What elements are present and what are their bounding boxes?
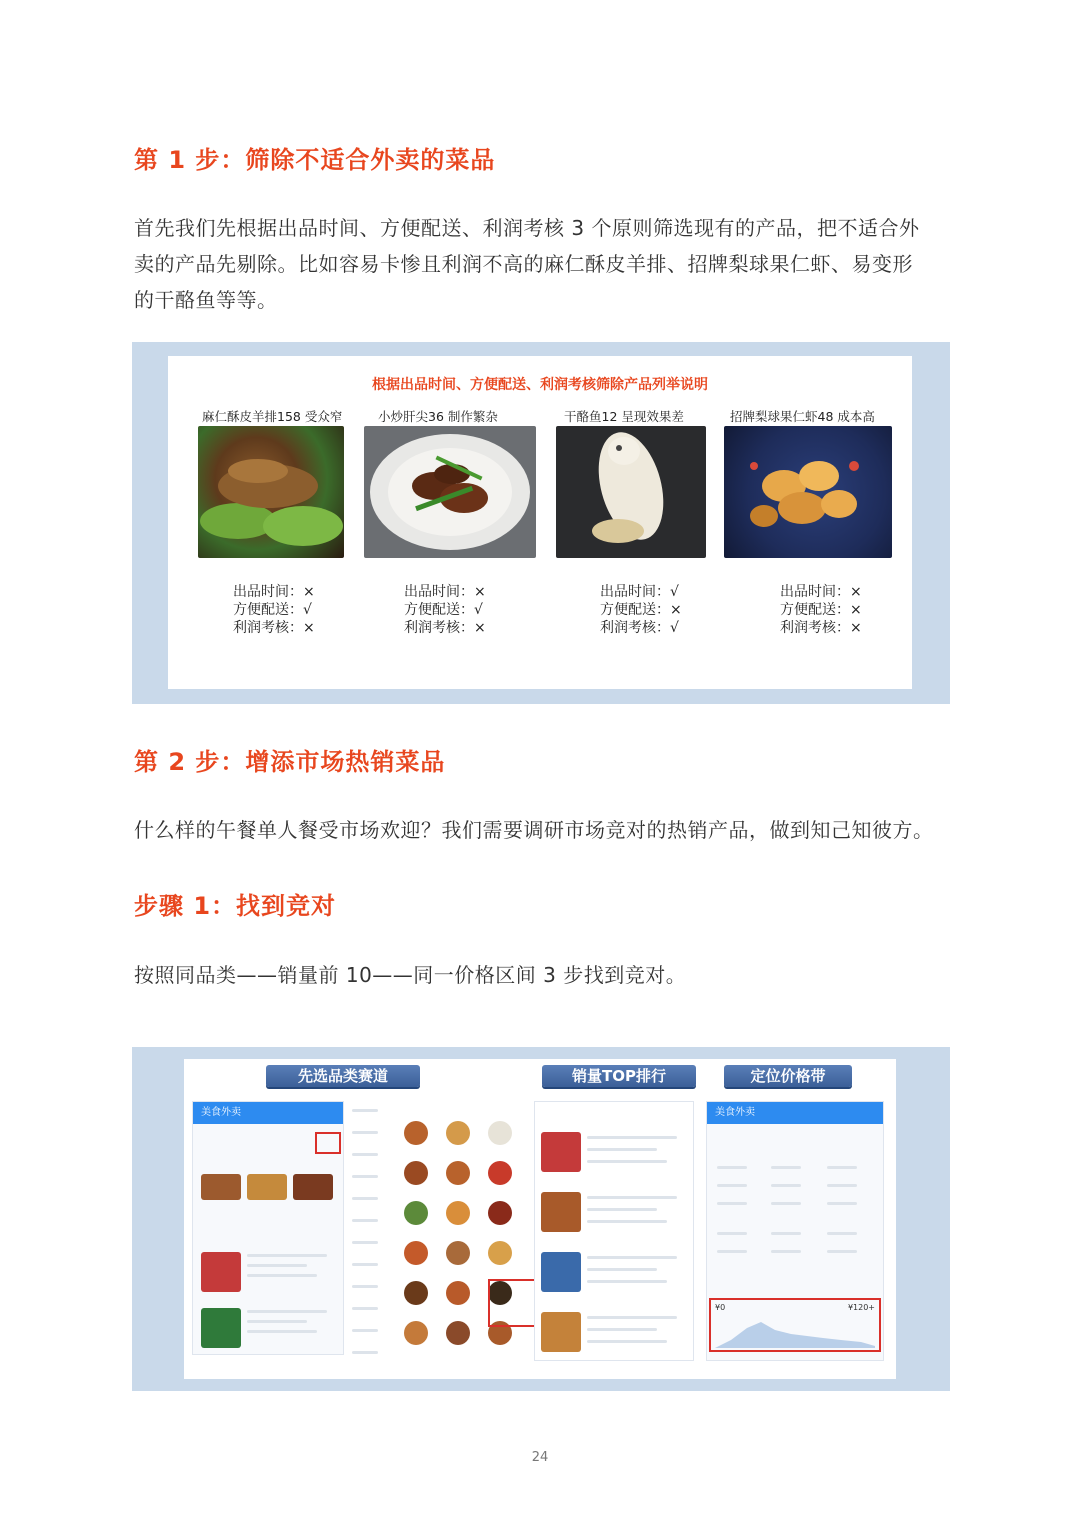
dish-label: 小炒肝尖36 制作繁杂 <box>378 409 498 424</box>
step1-heading: 第 1 步：筛除不适合外卖的菜品 <box>134 146 496 174</box>
step1-paragraph-line: 卖的产品先剔除。比如容易卡惨且利润不高的麻仁酥皮羊排、招牌梨球果仁虾、易变形 <box>134 252 913 276</box>
step2-paragraph: 什么样的午餐单人餐受市场欢迎？我们需要调研市场竞对的热销产品，做到知己知彼方。 <box>134 818 934 842</box>
dish-checklist <box>600 583 682 637</box>
food-thumb <box>201 1174 241 1200</box>
app-screen-price-band <box>706 1101 884 1361</box>
check-delivery: 方便配送：× <box>600 602 682 618</box>
dish-label: 麻仁酥皮羊排158 受众窄 <box>202 409 343 424</box>
check-profit: 利润考核：× <box>233 620 315 636</box>
tag-category: 先选品类赛道 <box>266 1065 420 1087</box>
substep1-paragraph: 按照同品类——销量前 10——同一价格区间 3 步找到竞对。 <box>134 963 687 987</box>
dish-checklist <box>233 583 315 637</box>
check-delivery: 方便配送：× <box>780 602 862 618</box>
app-screen-category <box>192 1101 344 1355</box>
step2-heading: 第 2 步：增添市场热销菜品 <box>134 748 446 776</box>
check-time: 出品时间：√ <box>600 584 679 600</box>
shop-logo <box>541 1192 581 1232</box>
figure-competitor-research <box>132 1047 950 1391</box>
page-number: 24 <box>531 1450 549 1465</box>
shop-logo <box>201 1308 241 1348</box>
figure-dish-screening-card <box>168 356 912 689</box>
food-thumb <box>293 1174 333 1200</box>
step1-paragraph <box>134 210 950 318</box>
pear-shrimp-photo <box>724 426 892 558</box>
app-title-bar: 美食外卖 <box>707 1102 883 1124</box>
check-profit: 利润考核：× <box>404 620 486 636</box>
check-profit: 利润考核：√ <box>600 620 679 636</box>
check-delivery: 方便配送：√ <box>404 602 483 618</box>
dish-label: 干酪鱼12 呈现效果差 <box>564 409 684 424</box>
cheese-fish-photo <box>556 426 706 558</box>
check-profit: 利润考核：× <box>780 620 862 636</box>
check-delivery: 方便配送：√ <box>233 602 312 618</box>
tag-top-sales: 销量TOP排行 <box>542 1065 696 1087</box>
dish-label: 招牌梨球果仁虾48 成本高 <box>730 409 875 424</box>
app-title-bar: 美食外卖 <box>193 1102 343 1124</box>
shop-logo <box>201 1252 241 1292</box>
step1-paragraph-line: 的干酪鱼等等。 <box>134 288 278 312</box>
price-max-label: ¥120+ <box>847 1303 875 1312</box>
top-sales-list <box>534 1101 694 1361</box>
food-thumb <box>247 1174 287 1200</box>
highlight-box <box>315 1132 341 1154</box>
highlight-box <box>488 1279 536 1327</box>
substep1-heading: 步骤 1：找到竞对 <box>134 892 337 920</box>
figure-dish-screening <box>132 342 950 704</box>
lamb-chop-photo <box>198 426 344 558</box>
dish-checklist <box>780 583 862 637</box>
figure-caption: 根据出品时间、方便配送、利润考核筛除产品列举说明 <box>372 377 708 393</box>
liver-stirfry-photo <box>364 426 536 558</box>
figure-competitor-card <box>184 1059 896 1379</box>
category-grid <box>348 1101 528 1359</box>
step1-paragraph-line: 首先我们先根据出品时间、方便配送、利润考核 3 个原则筛选现有的产品，把不适合外 <box>134 216 920 240</box>
shop-logo <box>541 1252 581 1292</box>
check-time: 出品时间：× <box>780 584 862 600</box>
shop-logo <box>541 1132 581 1172</box>
tag-price-band: 定位价格带 <box>724 1065 852 1087</box>
shop-logo <box>541 1312 581 1352</box>
price-chart-highlight <box>709 1298 881 1352</box>
check-time: 出品时间：× <box>233 584 315 600</box>
price-min-label: ¥0 <box>715 1303 726 1312</box>
dish-checklist <box>404 583 486 637</box>
check-time: 出品时间：× <box>404 584 486 600</box>
